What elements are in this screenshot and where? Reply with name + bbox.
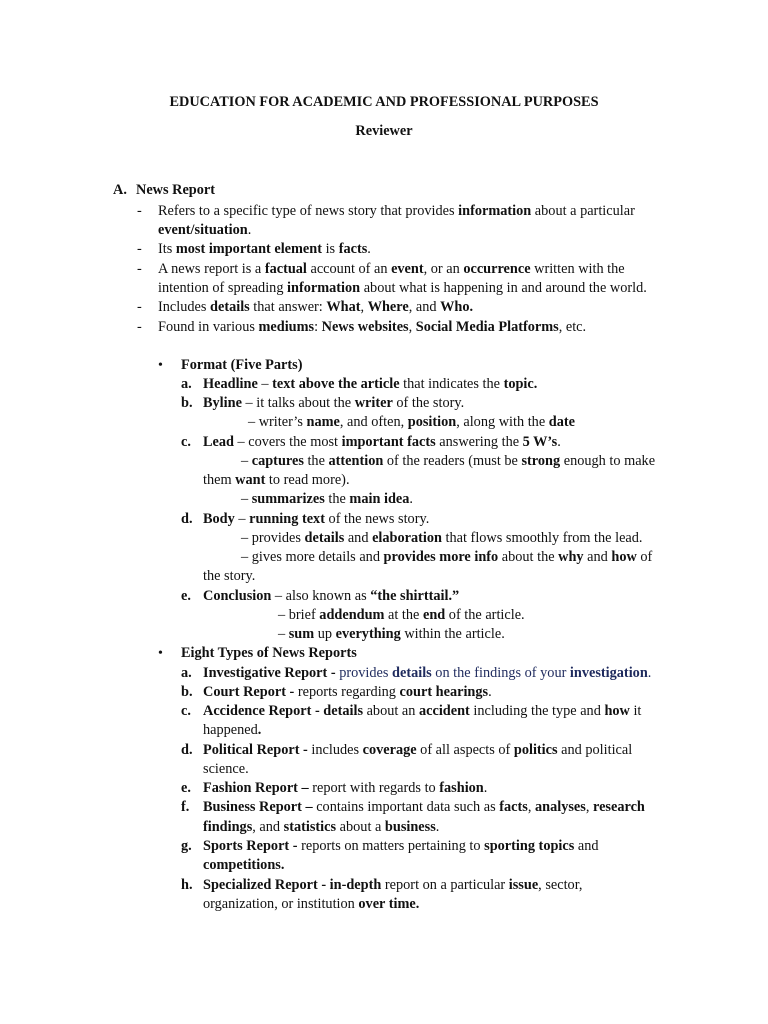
dash-marker: - bbox=[137, 241, 142, 257]
intro-item-1-line-2: event/situation. bbox=[158, 222, 252, 238]
intro-item-2: Its most important element is facts. bbox=[158, 241, 371, 257]
section-letter: A. bbox=[113, 182, 127, 198]
type-letter-e: e. bbox=[181, 780, 191, 796]
type-fashion: Fashion Report – report with regards to fashion. bbox=[203, 780, 488, 796]
type-specialized-cont: organization, or institution over time. bbox=[203, 896, 420, 912]
format-letter-a: a. bbox=[181, 376, 192, 392]
intro-item-3-line-1: A news report is a factual account of an event, or an occurrence written with the bbox=[158, 261, 625, 277]
type-sports-cont: competitions. bbox=[203, 857, 285, 873]
type-letter-c: c. bbox=[181, 703, 191, 719]
dash-marker: - bbox=[137, 319, 142, 335]
type-letter-h: h. bbox=[181, 877, 193, 893]
format-item-byline: Byline – it talks about the writer of the story. bbox=[203, 395, 465, 411]
type-political: Political Report - includes coverage of all aspects of politics and political bbox=[203, 742, 633, 758]
bullet-icon: • bbox=[158, 358, 163, 373]
format-letter-d: d. bbox=[181, 511, 193, 527]
format-heading: Format (Five Parts) bbox=[181, 357, 303, 373]
document-subtitle: Reviewer bbox=[355, 123, 413, 139]
format-item-conclusion: Conclusion – also known as “the shirttail.” bbox=[203, 588, 460, 604]
format-body-sub-2: – gives more details and provides more info about the why and how of bbox=[241, 549, 653, 565]
type-specialized: Specialized Report - in-depth report on a particular issue, sector, bbox=[203, 877, 583, 893]
format-body-sub-1: – provides details and elaboration that flows smoothly from the lead. bbox=[241, 530, 643, 546]
section-title: News Report bbox=[136, 182, 216, 198]
intro-item-1-line-1: Refers to a specific type of news story that provides information about a particular bbox=[158, 203, 635, 219]
type-letter-d: d. bbox=[181, 742, 193, 758]
dash-marker: - bbox=[137, 299, 142, 315]
format-conclusion-sub-2: – sum up everything within the article. bbox=[278, 626, 505, 642]
document-title: EDUCATION FOR ACADEMIC AND PROFESSIONAL PURPOSES bbox=[169, 94, 599, 110]
format-item-headline: Headline – text above the article that indicates the topic. bbox=[203, 376, 538, 392]
format-lead-sub-1: – captures the attention of the readers (must be strong enough to make bbox=[241, 453, 656, 469]
type-letter-b: b. bbox=[181, 684, 193, 700]
intro-item-3-line-2: intention of spreading information about what is happening in and around the world. bbox=[158, 280, 647, 296]
format-letter-c: c. bbox=[181, 434, 191, 450]
format-item-body: Body – running text of the news story. bbox=[203, 511, 430, 527]
type-investigative: Investigative Report - provides details on the findings of your investigation. bbox=[203, 665, 652, 681]
format-byline-sub: – writer’s name, and often, position, along with the date bbox=[248, 414, 575, 430]
type-sports: Sports Report - reports on matters pertaining to sporting topics and bbox=[203, 838, 599, 854]
format-item-lead: Lead – covers the most important facts answering the 5 W’s. bbox=[203, 434, 561, 450]
type-court: Court Report - reports regarding court hearings. bbox=[203, 684, 492, 700]
format-lead-sub-2: – summarizes the main idea. bbox=[241, 491, 413, 507]
dash-marker: - bbox=[137, 203, 142, 219]
format-letter-b: b. bbox=[181, 395, 193, 411]
type-political-cont: science. bbox=[203, 761, 249, 777]
type-letter-f: f. bbox=[181, 799, 190, 815]
format-letter-e: e. bbox=[181, 588, 191, 604]
format-lead-sub-1-cont: them want to read more). bbox=[203, 472, 350, 488]
bullet-icon: • bbox=[158, 646, 163, 661]
type-letter-a: a. bbox=[181, 665, 192, 681]
format-conclusion-sub-1: – brief addendum at the end of the article. bbox=[278, 607, 525, 623]
type-accidence: Accidence Report - details about an accident including the type and how it bbox=[203, 703, 642, 719]
intro-item-4: Includes details that answer: What, Where, and Who. bbox=[158, 299, 474, 315]
intro-item-5: Found in various mediums: News websites, Social Media Platforms, etc. bbox=[158, 319, 587, 335]
dash-marker: - bbox=[137, 261, 142, 277]
type-business: Business Report – contains important data such as facts, analyses, research bbox=[203, 799, 645, 815]
type-letter-g: g. bbox=[181, 838, 192, 854]
type-business-cont: findings, and statistics about a business. bbox=[203, 819, 440, 835]
format-body-sub-2-cont: the story. bbox=[203, 568, 256, 584]
type-accidence-cont: happened. bbox=[203, 722, 262, 738]
types-heading: Eight Types of News Reports bbox=[181, 645, 357, 661]
